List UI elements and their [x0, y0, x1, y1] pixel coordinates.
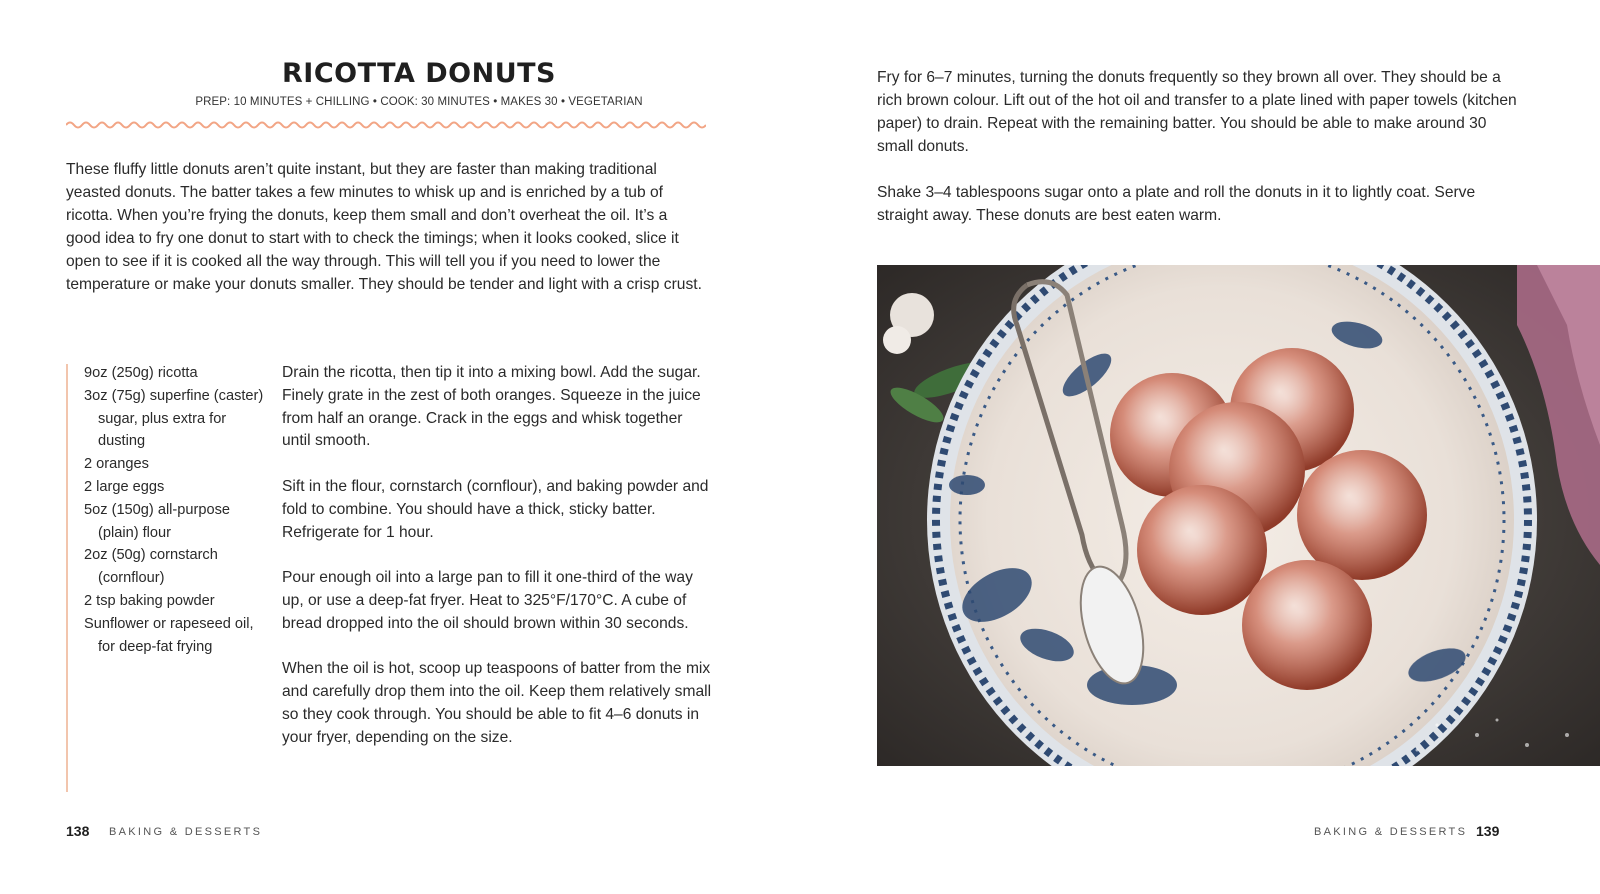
method-step: Drain the ricotta, then tip it into a mixing bowl. Add the sugar. Finely grate in the zest of both oranges. Squeeze in the juice from half an orange. Crack in the eggs and whisk together until smooth. [282, 364, 701, 450]
ingredients-list [84, 362, 269, 658]
recipe-title: RICOTTA DONUTS [281, 58, 556, 89]
ingredient-item: 2 large eggs [84, 478, 165, 495]
intro-paragraph: These fluffy little donuts aren’t quite instant, but they are faster than making traditional yeasted donuts. The batter takes a few minutes to whisk up and is enriched by a tub of ricotta. When you’re frying the donuts, keep them small and don’t overheat the oil. It’s a good idea to fry one donut to start with to check the timings; when it looks cooked, slice it open to see if it is cooked all the way through. This will tell you if you need to lower the temperature or make your donuts smaller. They should be tender and light with a crisp crust. [66, 161, 702, 293]
ingredient-item: Sunflower or rapeseed oil, for deep-fat frying [84, 615, 254, 655]
right-page [800, 0, 1600, 894]
method-step: Pour enough oil into a large pan to fill it one-third of the way up, or use a deep-fat fryer. Heat to 325°F/170°C. A cube of bread dropped into the oil should brown within 30 seconds. [282, 569, 693, 632]
method-step: Shake 3–4 tablespoons sugar onto a plate and roll the donuts in it to lightly coat. Serve straight away. These donuts are best eaten warm. [877, 184, 1476, 224]
method-step: Fry for 6–7 minutes, turning the donuts frequently so they brown all over. They should be a rich brown colour. Lift out of the hot oil and transfer to a plate lined with paper towels (kitchen paper) to drain. Repeat with the remaining batter. You should be able to make around 30 small donuts. [877, 69, 1517, 155]
ingredient-item: 2 oranges [84, 456, 149, 473]
wavy-divider [66, 118, 706, 132]
ingredient-item: 2 tsp baking powder [84, 592, 215, 609]
method-step: Sift in the flour, cornstarch (cornflour), and baking powder and fold to combine. You should have a thick, sticky batter. Refrigerate for 1 hour. [282, 477, 709, 541]
donuts-photo [877, 265, 1600, 766]
ingredient-item: 5oz (150g) all-purpose (plain) flour [84, 501, 231, 541]
method-steps-left [282, 362, 712, 772]
ingredient-item: 9oz (250g) ricotta [84, 365, 198, 381]
method-steps-right [877, 66, 1527, 250]
ingredient-item: 2oz (50g) cornstarch (cornflour) [84, 547, 218, 587]
page-number-right: 139 [1476, 823, 1500, 839]
recipe-meta: PREP: 10 MINUTES + CHILLING • COOK: 30 MINUTES • MAKES 30 • VEGETARIAN [195, 96, 643, 108]
ingredient-item: 3oz (75g) superfine (caster) sugar, plus extra for dusting [84, 387, 264, 450]
section-label-right: BAKING & DESSERTS [1314, 826, 1468, 838]
method-step: When the oil is hot, scoop up teaspoons of batter from the mix and carefully drop them into the oil. Keep them relatively small so they cook through. You should be able to fit 4–6 donuts in your fryer, depending on the size. [282, 660, 712, 746]
page-number-left: 138 [66, 823, 90, 839]
section-label-left: BAKING & DESSERTS [109, 826, 263, 838]
ingredients-rule [66, 364, 68, 792]
